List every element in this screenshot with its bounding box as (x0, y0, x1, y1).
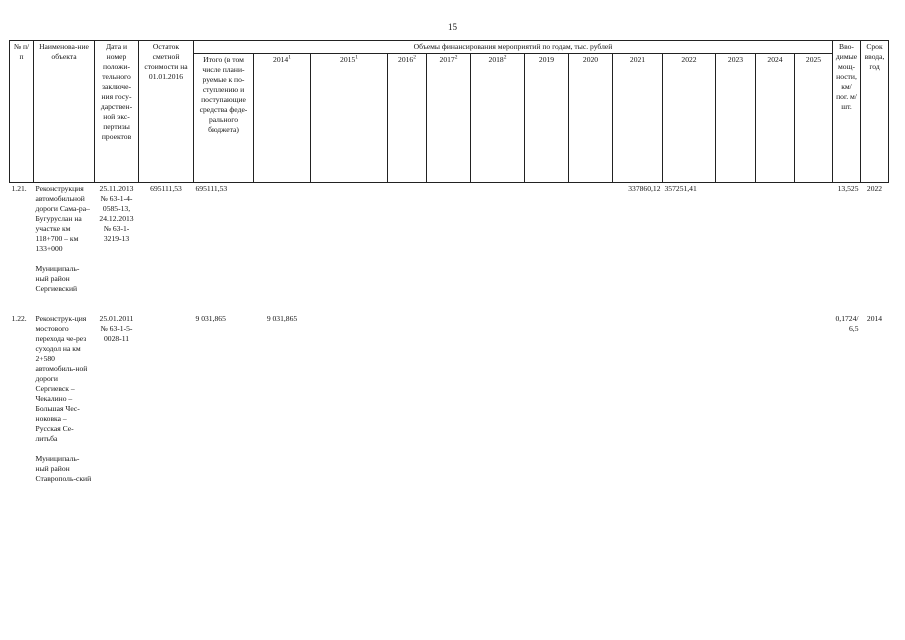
year-cell (613, 313, 663, 485)
year-cell (427, 313, 471, 485)
col-balance-header: Остаток сметной стоимости на 01.01.2016 (139, 41, 194, 183)
term-cell: 2022 (866, 184, 883, 193)
year-cell (756, 183, 795, 313)
year-cell (525, 183, 569, 313)
col-year-header (254, 54, 311, 183)
table-row (10, 183, 889, 313)
year-label: 2016 (398, 55, 414, 64)
expertise-cell: 25.11.2013 № 63-1-4-0585-13, 24.12.2013 № 63-1-3219-13 (99, 184, 134, 243)
year-cell (756, 313, 795, 485)
col-total-header: Итого (в том числе плани-руемые к по-ступлению и поступающие средства феде-рального бюджета) (194, 54, 254, 183)
year-label: 2014 (273, 55, 289, 64)
balance-cell (139, 313, 194, 485)
col-term-header: Срок ввода, год (861, 41, 889, 183)
year-cell (471, 183, 525, 313)
col-year-header (427, 54, 471, 183)
col-year-header (525, 54, 569, 183)
year-label: 2024 (767, 55, 783, 64)
year-cell (716, 313, 756, 485)
col-year-header (663, 54, 716, 183)
col-name-header: Наименова-ние объекта (34, 41, 95, 183)
col-year-header (756, 54, 795, 183)
expertise-cell: 25.01.2011 № 63-1-5-0028-11 (99, 313, 134, 343)
year-label: 2022 (681, 55, 697, 64)
funding-group-header: Объемы финансирования мероприятий по годам, тыс. рублей (194, 41, 833, 54)
row-num: 1.22. (11, 313, 27, 323)
col-year-header (613, 54, 663, 183)
district-name: Муниципаль-ный район Ставрополь-ский (35, 453, 92, 483)
year-cell: 337860,12 (628, 184, 661, 193)
object-name (34, 183, 95, 313)
col-year-header (716, 54, 756, 183)
year-cell (311, 183, 388, 313)
col-year-header (795, 54, 833, 183)
year-footnote: 1 (288, 54, 291, 61)
col-expertise-header: Дата и номер положи-тельного заключе-ния госу-дарствен-ной экс-пертизы проектов (95, 41, 139, 183)
year-cell (388, 183, 427, 313)
district-name: Муниципаль-ный район Сергиевский (35, 264, 80, 293)
col-year-header (311, 54, 388, 183)
year-footnote: 2 (454, 54, 458, 61)
col-year-header (388, 54, 427, 183)
year-label: 2020 (582, 55, 599, 64)
year-footnote: 2 (413, 54, 416, 61)
year-cell (716, 183, 756, 313)
total-cell: 9 031,865 (195, 313, 226, 323)
year-footnote: 1 (355, 54, 358, 61)
row-num: 1.21. (11, 184, 27, 193)
year-cell (569, 183, 613, 313)
balance-cell: 695111,53 (150, 184, 182, 193)
capacity-cell: 0,1724/ 6,5 (835, 313, 859, 333)
object-title: Реконструк-ция мостового перехода че-рез суходол на км 2+580 автомобиль-ной дороги Сергиевск – Чекалино – Большая Чес-ноковка – Русская Се-литьба (35, 313, 88, 443)
year-cell: 357251,41 (664, 184, 697, 193)
year-label: 2025 (805, 55, 822, 64)
year-label: 2018 (488, 55, 504, 64)
year-footnote: 2 (503, 54, 507, 61)
year-label: 2015 (340, 55, 356, 64)
year-cell (254, 183, 311, 313)
year-cell (427, 183, 471, 313)
table-row (10, 313, 889, 485)
year-label: 2019 (538, 55, 555, 64)
capacity-cell: 13,525 (837, 184, 859, 193)
year-cell (795, 313, 833, 485)
total-cell: 695111,53 (195, 184, 228, 193)
year-cell (311, 313, 388, 485)
year-label: 2021 (629, 55, 646, 64)
col-year-header (471, 54, 525, 183)
year-cell (471, 313, 525, 485)
year-cell (795, 183, 833, 313)
col-num-header: № п/п (10, 41, 34, 183)
funding-table (9, 40, 889, 485)
col-capacity-header: Вво-димые мощ-ности, км/ пог. м/шт. (833, 41, 861, 183)
year-cell (388, 313, 427, 485)
page-number: 15 (448, 22, 457, 32)
year-cell: 9 031,865 (266, 313, 298, 323)
object-name (34, 313, 95, 485)
term-cell: 2014 (866, 313, 883, 323)
year-cell (569, 313, 613, 485)
year-cell (525, 313, 569, 485)
year-label: 2017 (439, 55, 455, 64)
col-year-header (569, 54, 613, 183)
year-cell (663, 313, 716, 485)
object-title: Реконструкция автомобильной дороги Сама-ра–Бугуруслан на участке км 118+700 – км 133+000 (35, 184, 90, 253)
year-label: 2023 (727, 55, 744, 64)
